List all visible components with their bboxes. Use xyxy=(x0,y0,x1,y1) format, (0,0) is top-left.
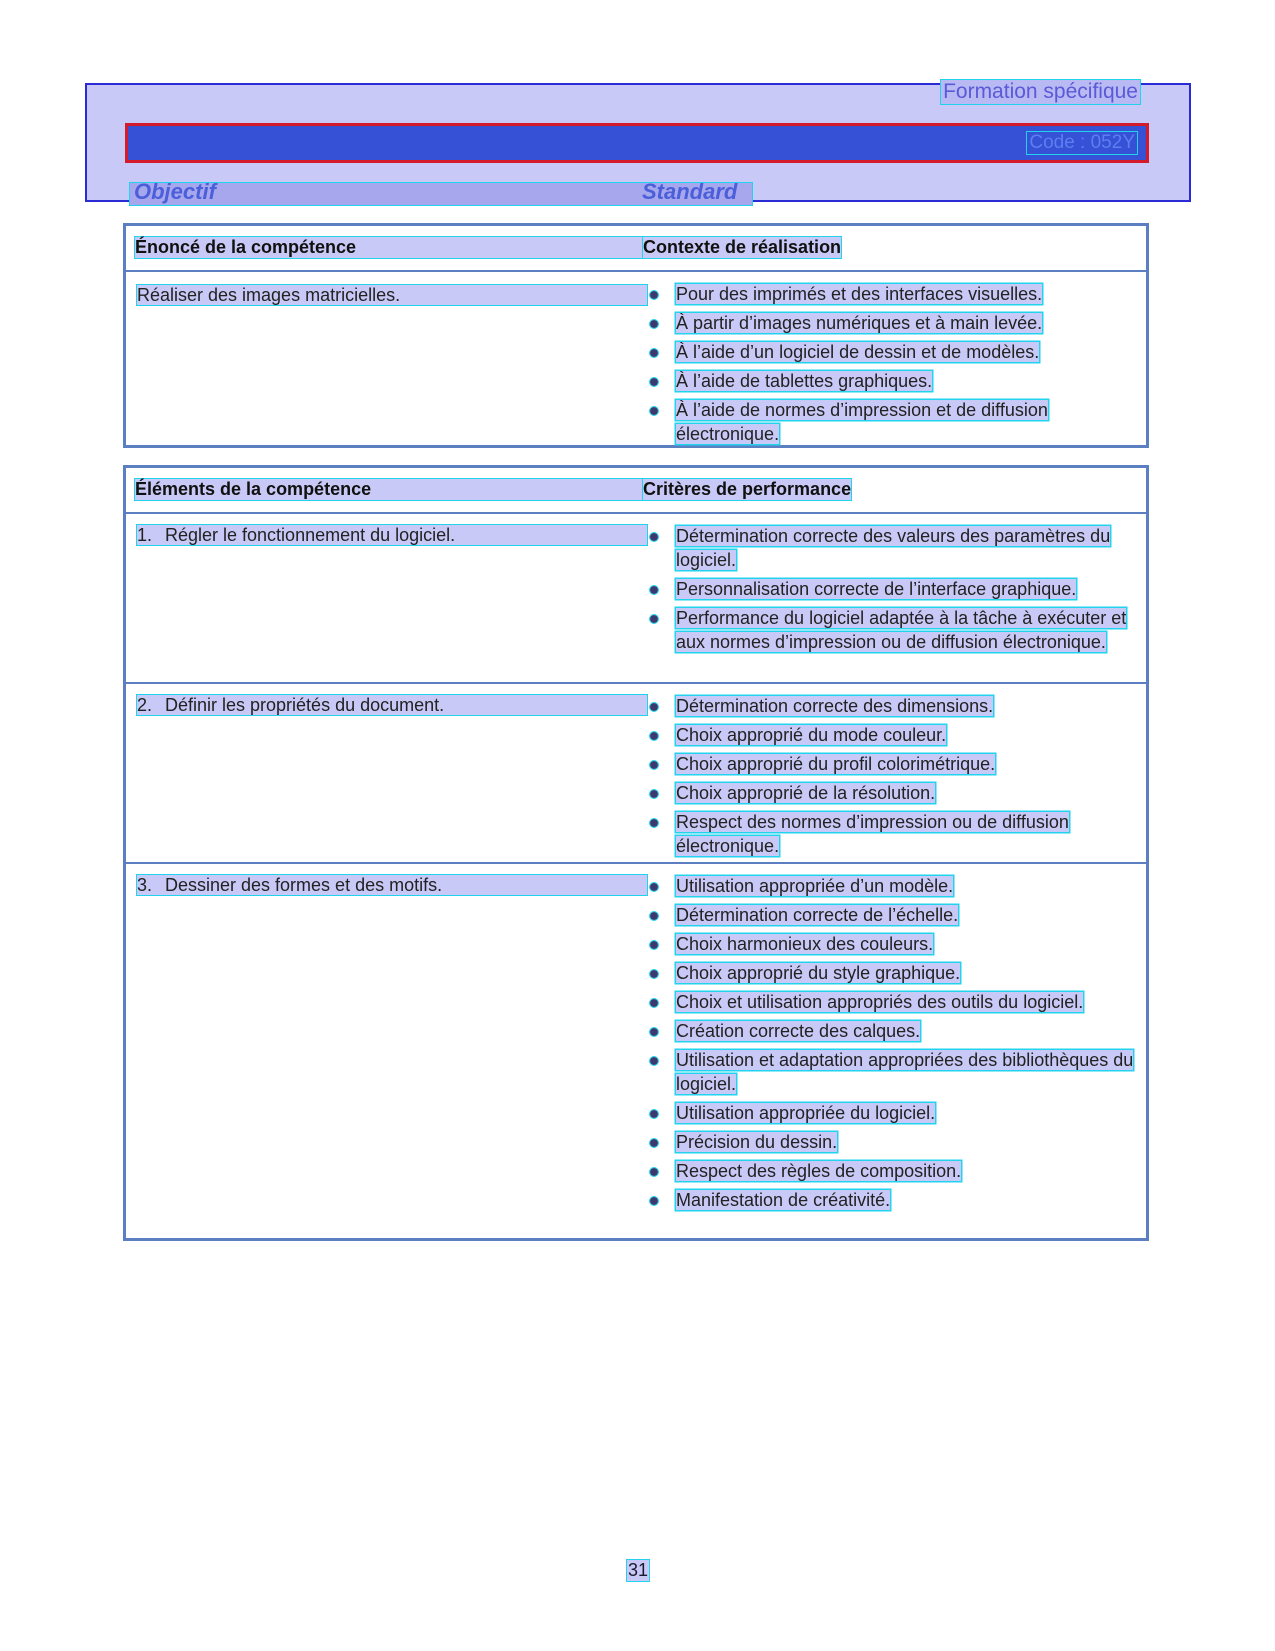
header-band xyxy=(85,80,1191,204)
bullet-icon xyxy=(650,291,658,299)
table-row xyxy=(126,862,1146,1244)
criteres-list xyxy=(648,694,1138,863)
standard-heading: Standard xyxy=(642,179,738,204)
table-elements xyxy=(123,465,1149,1241)
list-item: Détermination correcte des valeurs des paramètres du logiciel. xyxy=(648,524,1138,572)
bullet-icon xyxy=(650,790,658,798)
bullet-icon xyxy=(650,1168,658,1176)
list-item: Utilisation appropriée d’un modèle. xyxy=(648,874,1138,898)
code-bar xyxy=(125,123,1149,163)
formation-label: Formation spécifique xyxy=(940,79,1141,105)
code-label: Code : 052Y xyxy=(1026,131,1138,155)
list-item: À l’aide d’un logiciel de dessin et de modèles. xyxy=(648,340,1138,364)
col-elements-heading: Éléments de la compétence xyxy=(134,478,644,501)
bullet-icon xyxy=(650,615,658,623)
bullet-icon xyxy=(650,1028,658,1036)
table-enonce-header xyxy=(126,226,1146,272)
list-item: Personnalisation correcte de l’interface graphique. xyxy=(648,577,1138,601)
list-item: Détermination correcte de l’échelle. xyxy=(648,903,1138,927)
list-item: Choix harmonieux des couleurs. xyxy=(648,932,1138,956)
element-text: 1. Régler le fonctionnement du logiciel. xyxy=(136,524,648,546)
bullet-icon xyxy=(650,883,658,891)
col-criteres-heading: Critères de performance xyxy=(643,479,852,499)
bullet-icon xyxy=(650,703,658,711)
list-item: Choix approprié du style graphique. xyxy=(648,961,1138,985)
bullet-icon xyxy=(650,1139,658,1147)
list-item: Utilisation et adaptation appropriées des bibliothèques du logiciel. xyxy=(648,1048,1138,1096)
table-enonce xyxy=(123,223,1149,448)
bullet-icon xyxy=(650,732,658,740)
list-item: Pour des imprimés et des interfaces visuelles. xyxy=(648,282,1138,306)
bullet-icon xyxy=(650,407,658,415)
bullet-icon xyxy=(650,1057,658,1065)
list-item: Création correcte des calques. xyxy=(648,1019,1138,1043)
bullet-icon xyxy=(650,970,658,978)
list-item: Performance du logiciel adaptée à la tâche à exécuter et aux normes d’impression ou de diffusion électronique. xyxy=(648,606,1138,654)
list-item: Choix approprié du mode couleur. xyxy=(648,723,1138,747)
bullet-icon xyxy=(650,912,658,920)
page-number: 31 xyxy=(628,1560,649,1580)
list-item: Respect des règles de composition. xyxy=(648,1159,1138,1183)
list-item: Précision du dessin. xyxy=(648,1130,1138,1154)
table-row xyxy=(126,514,1146,682)
list-item: À l’aide de normes d’impression et de diffusion électronique. xyxy=(648,398,1138,446)
list-item: Choix approprié de la résolution. xyxy=(648,781,1138,805)
criteres-list xyxy=(648,874,1138,1217)
enonce-text: Réaliser des images matricielles. xyxy=(136,284,648,306)
bullet-icon xyxy=(650,533,658,541)
list-item: Manifestation de créativité. xyxy=(648,1188,1138,1212)
bullet-icon xyxy=(650,819,658,827)
col-contexte-heading: Contexte de réalisation xyxy=(643,237,842,257)
list-item: Détermination correcte des dimensions. xyxy=(648,694,1138,718)
contexte-list xyxy=(648,282,1138,451)
table-row xyxy=(126,682,1146,862)
bullet-icon xyxy=(650,320,658,328)
col-enonce-heading: Énoncé de la compétence xyxy=(134,236,644,259)
bullet-icon xyxy=(650,999,658,1007)
bullet-icon xyxy=(650,1197,658,1205)
bullet-icon xyxy=(650,761,658,769)
table-elements-header xyxy=(126,468,1146,514)
table-row xyxy=(126,272,1146,447)
list-item: Respect des normes d’impression ou de diffusion électronique. xyxy=(648,810,1138,858)
bullet-icon xyxy=(650,586,658,594)
objectif-standard-row xyxy=(129,179,753,206)
bullet-icon xyxy=(650,349,658,357)
objectif-heading: Objectif xyxy=(134,179,216,204)
element-text: 3. Dessiner des formes et des motifs. xyxy=(136,874,648,896)
list-item: À partir d’images numériques et à main levée. xyxy=(648,311,1138,335)
bullet-icon xyxy=(650,941,658,949)
element-text: 2. Définir les propriétés du document. xyxy=(136,694,648,716)
criteres-list xyxy=(648,524,1138,659)
bullet-icon xyxy=(650,1110,658,1118)
list-item: À l’aide de tablettes graphiques. xyxy=(648,369,1138,393)
list-item: Utilisation appropriée du logiciel. xyxy=(648,1101,1138,1125)
bullet-icon xyxy=(650,378,658,386)
list-item: Choix approprié du profil colorimétrique. xyxy=(648,752,1138,776)
list-item: Choix et utilisation appropriés des outils du logiciel. xyxy=(648,990,1138,1014)
